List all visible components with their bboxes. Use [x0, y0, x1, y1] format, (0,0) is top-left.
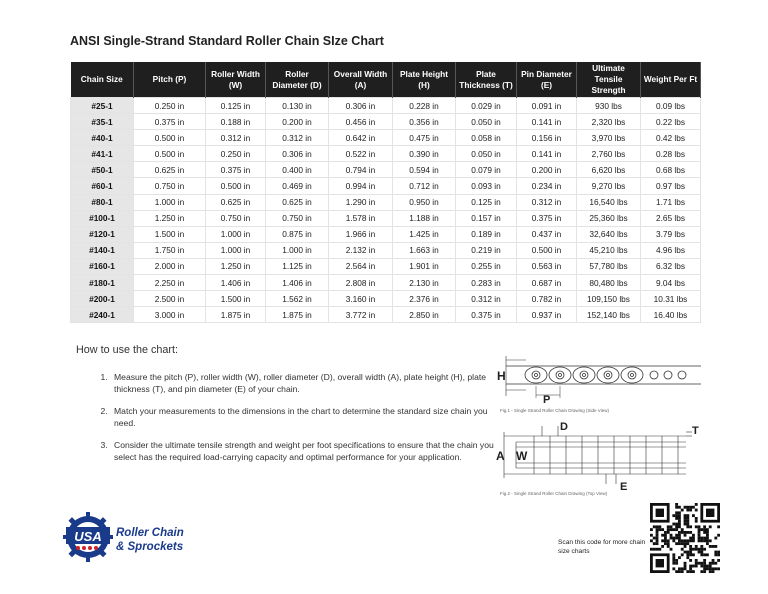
table-cell: 80,480 lbs — [577, 275, 641, 291]
table-cell: 0.058 in — [456, 130, 517, 146]
table-cell: 1.406 in — [206, 275, 266, 291]
table-cell: 25,360 lbs — [577, 210, 641, 226]
table-cell: 1.500 in — [206, 291, 266, 307]
table-cell: 0.625 in — [206, 194, 266, 210]
table-cell: 0.750 in — [206, 210, 266, 226]
column-header: Roller Width (W) — [206, 62, 266, 98]
table-cell: 2.808 in — [329, 275, 393, 291]
table-cell: 0.875 in — [266, 226, 329, 242]
table-cell: 0.375 in — [456, 307, 517, 323]
table-cell: 3.000 in — [134, 307, 206, 323]
label-d: D — [560, 421, 568, 433]
table-row — [71, 275, 701, 291]
table-cell: 0.306 in — [329, 98, 393, 114]
instructions-heading: How to use the chart: — [76, 344, 179, 356]
chain-size-cell: #240-1 — [71, 307, 134, 323]
table-cell: 0.250 in — [134, 98, 206, 114]
table-cell: 6,620 lbs — [577, 162, 641, 178]
column-header: Pitch (P) — [134, 62, 206, 98]
table-cell: 0.200 in — [517, 162, 577, 178]
logo-badge-text: USA — [74, 529, 102, 544]
chain-size-cell: #41-1 — [71, 146, 134, 162]
table-row — [71, 210, 701, 226]
table-cell: 1.000 in — [266, 242, 329, 258]
table-cell: 1.425 in — [393, 226, 456, 242]
table-cell: 2.130 in — [393, 275, 456, 291]
chain-size-cell: #40-1 — [71, 130, 134, 146]
label-w: W — [516, 449, 528, 463]
chain-size-cell: #140-1 — [71, 242, 134, 258]
table-cell: 0.093 in — [456, 178, 517, 194]
table-cell: 0.375 in — [134, 114, 206, 130]
table-cell: 0.28 lbs — [641, 146, 701, 162]
table-cell: 0.050 in — [456, 146, 517, 162]
table-cell: 0.687 in — [517, 275, 577, 291]
table-cell: 4.96 lbs — [641, 242, 701, 258]
table-cell: 0.312 in — [266, 130, 329, 146]
table-cell: 2.850 in — [393, 307, 456, 323]
table-cell: 2.376 in — [393, 291, 456, 307]
table-cell: 0.141 in — [517, 114, 577, 130]
chain-size-cell: #160-1 — [71, 258, 134, 274]
table-cell: 6.32 lbs — [641, 258, 701, 274]
chain-size-cell: #180-1 — [71, 275, 134, 291]
table-cell: 0.141 in — [517, 146, 577, 162]
table-cell: 0.189 in — [456, 226, 517, 242]
chain-top-view-drawing — [496, 418, 706, 494]
table-cell: 1.901 in — [393, 258, 456, 274]
chain-size-cell: #80-1 — [71, 194, 134, 210]
table-cell: 1.663 in — [393, 242, 456, 258]
table-cell: 0.500 in — [517, 242, 577, 258]
table-cell: 0.782 in — [517, 291, 577, 307]
qr-code[interactable] — [650, 503, 720, 573]
table-cell: 1.562 in — [266, 291, 329, 307]
table-cell: 0.312 in — [456, 291, 517, 307]
table-cell: 1.290 in — [329, 194, 393, 210]
table-cell: 0.375 in — [206, 162, 266, 178]
table-cell: 0.97 lbs — [641, 178, 701, 194]
column-header: Plate Thickness (T) — [456, 62, 517, 98]
table-cell: 0.306 in — [266, 146, 329, 162]
table-cell: 3.160 in — [329, 291, 393, 307]
table-cell: 0.937 in — [517, 307, 577, 323]
table-cell: 1.000 in — [206, 242, 266, 258]
table-row — [71, 291, 701, 307]
table-cell: 1.125 in — [266, 258, 329, 274]
table-cell: 1.000 in — [134, 194, 206, 210]
table-cell: 0.594 in — [393, 162, 456, 178]
table-cell: 0.625 in — [134, 162, 206, 178]
label-p: P — [543, 394, 551, 404]
table-row — [71, 194, 701, 210]
table-cell: 1.406 in — [266, 275, 329, 291]
table-cell: 0.712 in — [393, 178, 456, 194]
table-cell: 0.283 in — [456, 275, 517, 291]
table-cell: 0.22 lbs — [641, 114, 701, 130]
table-cell: 0.234 in — [517, 178, 577, 194]
table-cell: 2.564 in — [329, 258, 393, 274]
table-cell: 1.875 in — [206, 307, 266, 323]
table-cell: 2.000 in — [134, 258, 206, 274]
table-cell: 0.642 in — [329, 130, 393, 146]
column-header: Pin Diameter (E) — [517, 62, 577, 98]
table-cell: 0.079 in — [456, 162, 517, 178]
table-row — [71, 130, 701, 146]
table-cell: 0.356 in — [393, 114, 456, 130]
chain-size-cell: #200-1 — [71, 291, 134, 307]
label-h: H — [497, 369, 506, 383]
table-cell: 0.794 in — [329, 162, 393, 178]
table-cell: 0.228 in — [393, 98, 456, 114]
table-cell: 0.469 in — [266, 178, 329, 194]
table-cell: 0.375 in — [517, 210, 577, 226]
table-cell: 0.563 in — [517, 258, 577, 274]
table-cell: 0.750 in — [134, 178, 206, 194]
table-cell: 9,270 lbs — [577, 178, 641, 194]
column-header: Weight Per Ft — [641, 62, 701, 98]
table-row — [71, 162, 701, 178]
fig2-caption: Fig.2 - Single Strand Roller Chain Drawing (Top View) — [500, 491, 608, 496]
table-cell: 0.68 lbs — [641, 162, 701, 178]
table-cell: 1.500 in — [134, 226, 206, 242]
label-t: T — [692, 425, 699, 437]
table-cell: 0.250 in — [206, 146, 266, 162]
table-cell: 45,210 lbs — [577, 242, 641, 258]
table-cell: 57,780 lbs — [577, 258, 641, 274]
label-a: A — [496, 449, 505, 463]
table-cell: 152,140 lbs — [577, 307, 641, 323]
table-cell: 0.255 in — [456, 258, 517, 274]
instruction-step: 1. Measure the pitch (P), roller width (W), roller diameter (D), overall width (A), plate height (H), plate thickness (T), and pin diameter (E) of your chain. — [110, 372, 508, 395]
logo-wordmark — [116, 526, 184, 554]
table-cell: 0.750 in — [266, 210, 329, 226]
table-cell: 0.050 in — [456, 114, 517, 130]
table-row — [71, 178, 701, 194]
table-cell: 3.79 lbs — [641, 226, 701, 242]
qr-scan-text: Scan this code for more chain size charts — [558, 539, 646, 555]
table-cell: 0.09 lbs — [641, 98, 701, 114]
table-cell: 1.578 in — [329, 210, 393, 226]
table-row — [71, 242, 701, 258]
column-header: Ultimate Tensile Strength — [577, 62, 641, 98]
column-header: Roller Diameter (D) — [266, 62, 329, 98]
chain-size-cell: #50-1 — [71, 162, 134, 178]
table-cell: 1.250 in — [206, 258, 266, 274]
table-cell: 0.500 in — [206, 178, 266, 194]
chain-size-cell: #100-1 — [71, 210, 134, 226]
table-cell: 0.125 in — [456, 194, 517, 210]
table-cell: 0.091 in — [517, 98, 577, 114]
table-cell: 0.400 in — [266, 162, 329, 178]
table-cell: 2,760 lbs — [577, 146, 641, 162]
table-cell: 0.219 in — [456, 242, 517, 258]
table-cell: 2.250 in — [134, 275, 206, 291]
table-cell: 0.029 in — [456, 98, 517, 114]
table-row — [71, 98, 701, 114]
table-cell: 1.966 in — [329, 226, 393, 242]
table-cell: 0.125 in — [206, 98, 266, 114]
table-cell: 0.390 in — [393, 146, 456, 162]
table-cell: 0.200 in — [266, 114, 329, 130]
table-body — [71, 98, 701, 323]
table-cell: 9.04 lbs — [641, 275, 701, 291]
table-cell: 3.772 in — [329, 307, 393, 323]
column-header: Chain Size — [71, 62, 134, 98]
table-cell: 16.40 lbs — [641, 307, 701, 323]
table-row — [71, 258, 701, 274]
table-cell: 32,640 lbs — [577, 226, 641, 242]
table-row — [71, 226, 701, 242]
table-cell: 0.500 in — [134, 130, 206, 146]
table-cell: 1.875 in — [266, 307, 329, 323]
instructions-list — [76, 372, 508, 475]
table-cell: 2.65 lbs — [641, 210, 701, 226]
table-row — [71, 114, 701, 130]
table-cell: 1.750 in — [134, 242, 206, 258]
table-cell: 10.31 lbs — [641, 291, 701, 307]
table-cell: 109,150 lbs — [577, 291, 641, 307]
instruction-step: 3. Consider the ultimate tensile strength and weight per foot specifications to ensure that the chain you select has the required load-carrying capacity and optimal performance for your application. — [110, 440, 508, 463]
table-cell: 0.312 in — [206, 130, 266, 146]
column-header: Plate Height (H) — [393, 62, 456, 98]
chain-size-cell: #35-1 — [71, 114, 134, 130]
table-cell: 0.156 in — [517, 130, 577, 146]
column-header: Overall Width (A) — [329, 62, 393, 98]
table-row — [71, 307, 701, 323]
table-header-row — [71, 62, 701, 98]
table-cell: 0.188 in — [206, 114, 266, 130]
table-cell: 1.71 lbs — [641, 194, 701, 210]
table-cell: 0.625 in — [266, 194, 329, 210]
chain-side-view-drawing — [496, 352, 706, 404]
table-cell: 0.994 in — [329, 178, 393, 194]
table-cell: 0.312 in — [517, 194, 577, 210]
table-cell: 0.475 in — [393, 130, 456, 146]
instruction-step: 2. Match your measurements to the dimensions in the chart to determine the standard size chain you need. — [110, 406, 508, 429]
table-cell: 0.456 in — [329, 114, 393, 130]
label-e: E — [620, 481, 628, 493]
table-cell: 0.437 in — [517, 226, 577, 242]
table-cell: 1.250 in — [134, 210, 206, 226]
logo-line-2: & Sprockets — [116, 541, 184, 553]
table-cell: 0.950 in — [393, 194, 456, 210]
table-cell: 1.000 in — [206, 226, 266, 242]
chain-size-cell: #60-1 — [71, 178, 134, 194]
table-cell: 0.157 in — [456, 210, 517, 226]
table-cell: 0.130 in — [266, 98, 329, 114]
table-cell: 0.522 in — [329, 146, 393, 162]
table-cell: 0.42 lbs — [641, 130, 701, 146]
table-cell: 2.132 in — [329, 242, 393, 258]
fig1-caption: Fig.1 - Single Strand Roller Chain Drawing (Side View) — [500, 408, 609, 413]
table-cell: 3,970 lbs — [577, 130, 641, 146]
table-row — [71, 146, 701, 162]
page-title: ANSI Single-Strand Standard Roller Chain SIze Chart — [70, 34, 384, 48]
chain-size-cell: #120-1 — [71, 226, 134, 242]
table-cell: 0.500 in — [134, 146, 206, 162]
logo-line-1: Roller Chain — [116, 527, 184, 539]
table-cell: 2.500 in — [134, 291, 206, 307]
table-cell: 16,540 lbs — [577, 194, 641, 210]
table-cell: 2,320 lbs — [577, 114, 641, 130]
table-cell: 930 lbs — [577, 98, 641, 114]
table-cell: 1.188 in — [393, 210, 456, 226]
chain-size-table — [70, 62, 701, 323]
chain-size-cell: #25-1 — [71, 98, 134, 114]
